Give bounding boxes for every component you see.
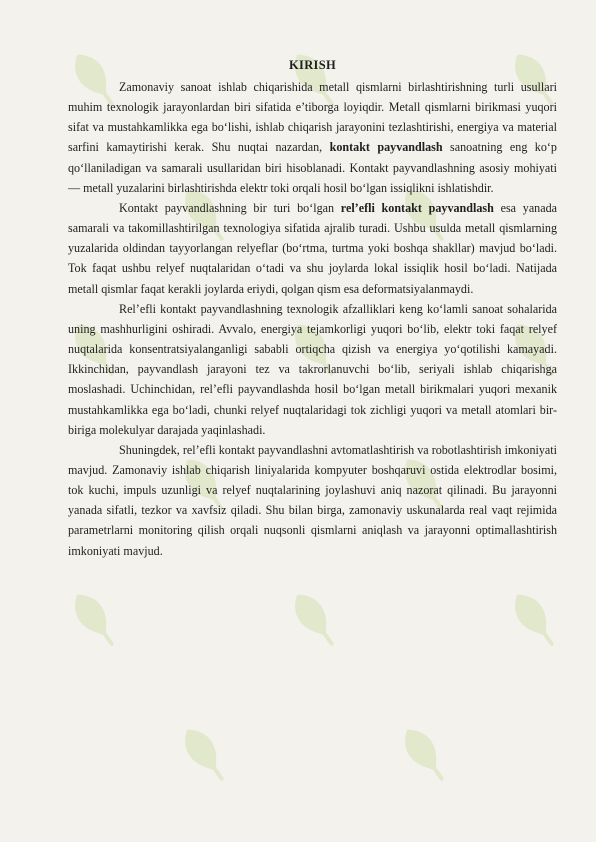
leaf-logo-icon — [395, 720, 455, 790]
paragraph-1 — [68, 77, 557, 198]
text-run: Kontakt payvandlashning bir turi bo‘lgan — [119, 200, 341, 215]
bold-term: kontakt payvandlash — [329, 140, 443, 155]
paragraph-list — [68, 77, 557, 561]
text-run: esa yanada samarali va takomillashtirilgan texnologiya sifatida ajralib turadi. Ushbu usulda metall qismlarning yuzalarida oldindan tayyorlangan relyeflar (bo‘rtma, turtma yoki boshqa shakllar) mavjud bo‘ladi. Tok faqat ushbu relyef nuqtalaridan o‘tadi va shu joylarda lokal issiqlik hosil bo‘ladi. Natijada metall qismlar faqat kerakli joylarda eriydi, qolgan qism esa deformatsiyalanmaydi. — [68, 200, 558, 296]
text-run: Shuningdek, rel’efli kontakt payvandlashni avtomatlashtirish va robotlashtirish imkoniyati mavjud. Zamonaviy ishlab chiqarish liniyalarida kompyuter boshqaruvi ostida elektrodlar bosimi, tok kuchi, impuls uzunligi va relyef nuqtalarining joylashuvi aniq nazorat qilinadi. Bu jarayonni yanada sifatli, tezkor va xavfsiz qiladi. Shu bilan birga, zamonaviy uskunalarda real vaqt rejimida parametrlarni monitoring qilish orqali nuqsonli qismlarni aniqlash va jarayonni optimallashtirish imkoniyati mavjud. — [68, 442, 557, 558]
paragraph-2 — [68, 198, 557, 299]
bold-term: rel’efli kontakt payvandlash — [340, 200, 494, 215]
paragraph-4 — [68, 440, 557, 561]
leaf-logo-icon — [175, 720, 235, 790]
page-title: KIRISH — [289, 58, 336, 72]
leaf-logo-icon — [505, 585, 565, 655]
leaf-logo-icon — [285, 585, 345, 655]
text-run: sanoatning eng ko‘p qo‘llaniladigan va samarali usullaridan biri hisoblanadi. Kontakt payvandlashning asosiy mohiyati — metall yuzalarini birlashtirishda elektr toki orqali hosil bo‘lgan issiqlikni ishlatishdir. — [68, 140, 557, 195]
document-body — [68, 57, 557, 561]
text-run: Rel’efli kontakt payvandlashning texnologik afzalliklari keng ko‘lamli sanoat sohalarida uning mashhurligini oshiradi. Avvalo, energiya tejamkorligi yuqori bo‘lib, elektr toki faqat relyef nuqtalarida konsentratsiyalanganligi sababli ortiqcha qizish va energiya yo‘qotilishi kamayadi. Ikkinchidan, payvandlash jarayoni tez va takrorlanuvchi bo‘lib, seriyali ishlab chiqarishga moslashadi. Uchinchidan, rel’efli payvandlashda hosil bo‘lgan metall birikmalari yuqori mexanik mustahkamlikka ega bo‘ladi, chunki relyef nuqtalaridagi tok zichligi yuqori va metall atomlari bir-biriga molekulyar darajada yaqinlashadi. — [68, 301, 557, 437]
text-run: Zamonaviy sanoat ishlab chiqarishida metall qismlarni birlashtirishning turli usullari muhim texnologik jarayonlardan biri sifatida e’tiborga loyiqdir. Metall qismlarni birikmasi yuqori sifat va mustahkamlikka ega bo‘lishi, ishlab chiqarish jarayonini tezlashtirishi, energiya va material sarfini kamaytirishi kerak. Shu nuqtai nazardan, — [68, 80, 557, 155]
paragraph-3 — [68, 299, 557, 440]
leaf-logo-icon — [65, 585, 125, 655]
